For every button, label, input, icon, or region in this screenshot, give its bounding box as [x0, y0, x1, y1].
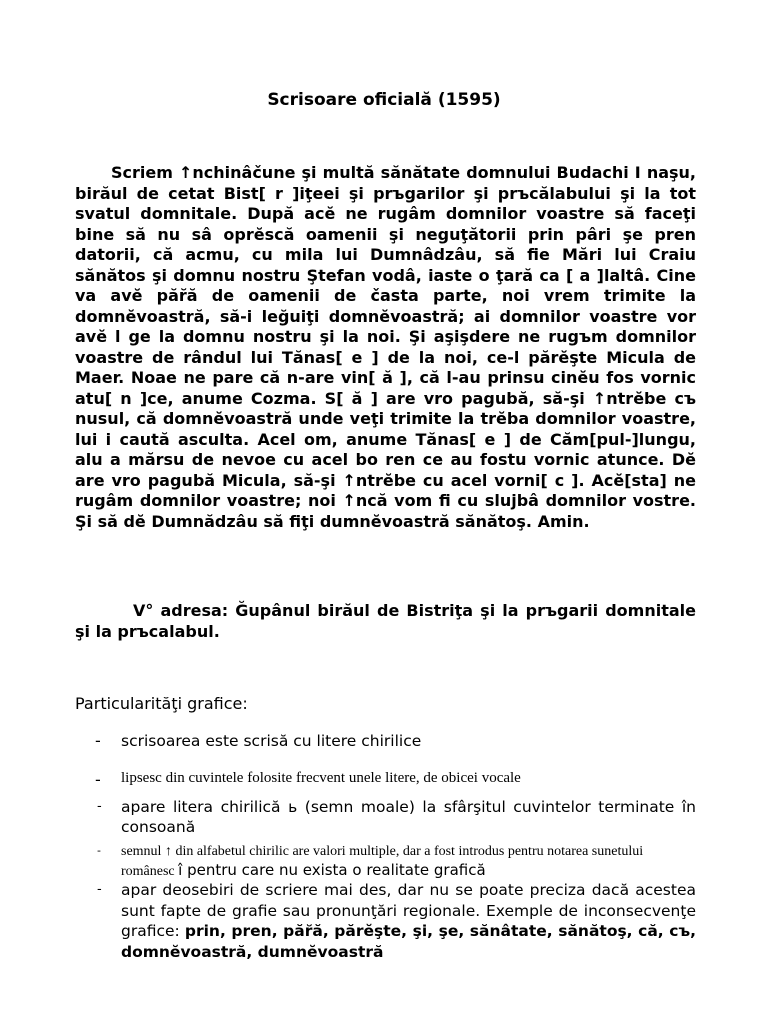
section-heading: Particularităţi grafice:	[75, 694, 248, 713]
list-item-text: scrisoarea este scrisă cu litere chirilice	[121, 732, 422, 750]
list-item-text-sans: î pentru care nu exista o realitate grafică	[178, 861, 486, 879]
list-bullet: -	[97, 882, 102, 897]
list-item-text	[121, 841, 696, 880]
list-item-text-serif: semnul ↑ din alfabetul chirilic are valori multiple, dar a fost introdus pentru notarea sunetului românesc	[121, 844, 644, 879]
list-bullet: -	[97, 799, 102, 814]
letter-body: Scriem ↑nchinâčune şi multă sănătate domnului Budachi I naşu, birăul de cetat Bist[ r ]iţeei şi prъgarilor şi prъcălabului şi la tot svatul domnitale. După acĕ ne rugâm domnilor voastre să faceţi bine să nu sâ oprĕscă oamenii şi neguţătorii prin pâri şe pren datorii, că acmu, cu mila lui Dumnâdzâu, să fie Mări lui Craiu sănătos şi domnu nostru Ştefan vodâ, iaste o ţară ca [ a ]laltâ. Cine va avĕ păr̆ă de oamenii de časta parte, noi vrem trimite la domnĕvoastră, să-i leğuiţi domnĕvoastră; ai domnilor voastre vor avĕ l ge la domnu nostru şi la noi. Şi aşişdere ne rugъm domnilor voastre de rândul lui Tănas[ e ] de la noi, ce-l părĕşte Micula de Maer. Noae ne pare că n-are vin[ ă ], că l-au prinsu cinĕu fos vornic atu[ n ]ce, anume Cozma. S[ ă ] are vro pagubă, să-şi ↑ntrĕbe cъ nusul, că domnĕvoastră unde veţi trimite la trĕba domnilor voastre, lui i caută asculta. Acel om, anume Tănas[ e ] de Căm[pul-]lungu, alu a mărsu de nevoe cu acel bo ren ce au fostu vornic atunce. Dĕ are vro pagubă Micula, să-şi ↑ntrĕbe cu acel vorni[ c ]. Acĕ[sta] ne rugâm domnilor voastre; noi ↑ncă vom fi cu slujbâ domnilor vostre. Şi să dĕ Dumnădzâu să fiţi dumnĕvoastră sănătoş. Amin.	[75, 163, 696, 531]
document-title: Scrisoare oficială (1595)	[267, 90, 501, 110]
list-bullet: -	[95, 770, 101, 789]
list-bullet: -	[97, 844, 101, 857]
examples-list: prin, pren, păr̆ă, părĕşte, şi, şe, sănâtate, sănătoş, că, cъ, domnĕvoastră, dumnĕvoastră	[121, 922, 696, 961]
list-item-text: apare litera chirilică ь (semn moale) la sfârşitul cuvintelor terminate în consoană	[121, 798, 696, 836]
letter-address: V° adresa: Ğupânul birăul de Bistriţa şi la prъgarii domnitale şi la prъcalabul.	[75, 601, 696, 641]
list-bullet: -	[95, 731, 101, 750]
list-item-text-lead: apar deosebiri de scriere mai des, dar nu se poate preciza dacă acestea sunt fapte de grafie sau pronunţări regionale. Exemple de inconsecvenţe grafice:	[121, 881, 696, 940]
list-item-text	[121, 880, 696, 962]
list-item-text: lipsesc din cuvintele folosite frecvent unele litere, de obicei vocale	[121, 770, 521, 786]
